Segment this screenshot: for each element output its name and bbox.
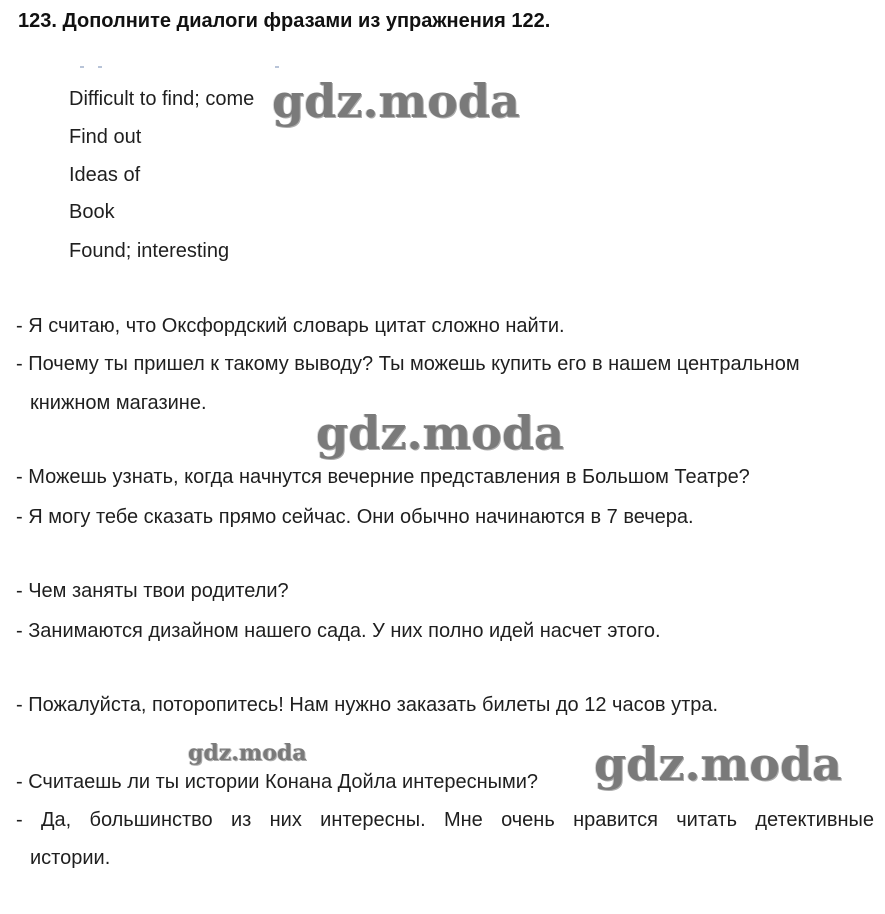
dialogue-line: - Почему ты пришел к такому выводу? Ты можешь купить его в нашем центральном [16,353,800,375]
dialogue-line: - Можешь узнать, когда начнутся вечерние представления в Большом Театре? [16,466,750,488]
dialogue-line: - Я могу тебе сказать прямо сейчас. Они обычно начинаются в 7 вечера. [16,506,694,528]
phrase-item: Found; interesting [69,240,230,262]
phrase-item: Book [69,201,115,223]
scan-artifact [80,66,280,72]
phrase-item: Find out [69,126,142,148]
watermark-bottom-right: gdz.moda [594,737,842,791]
exercise-heading: 123. Дополните диалоги фразами из упражнения 122. [18,10,551,32]
dialogue-line-continuation: истории. [30,847,111,869]
watermark-small: gdz.moda [188,740,307,766]
dialogue-line: - Занимаются дизайном нашего сада. У них полно идей насчет этого. [16,620,661,642]
watermark-middle: gdz.moda [316,406,564,460]
dialogue-line-continuation: книжном магазине. [30,392,207,414]
dialogue-line: - Пожалуйста, поторопитесь! Нам нужно заказать билеты до 12 часов утра. [16,694,719,716]
phrase-item: Ideas of [69,164,141,186]
dialogue-line: - Считаешь ли ты истории Конана Дойла интересными? [16,771,539,793]
dialogue-line: - Да, большинство из них интересны. Мне очень нравится читать детективные [16,809,874,831]
watermark-top: gdz.moda [272,74,520,128]
phrase-item: Difficult to find; come [69,88,255,110]
dialogue-line: - Чем заняты твои родители? [16,580,289,602]
dialogue-line: - Я считаю, что Оксфордский словарь цитат сложно найти. [16,315,565,337]
